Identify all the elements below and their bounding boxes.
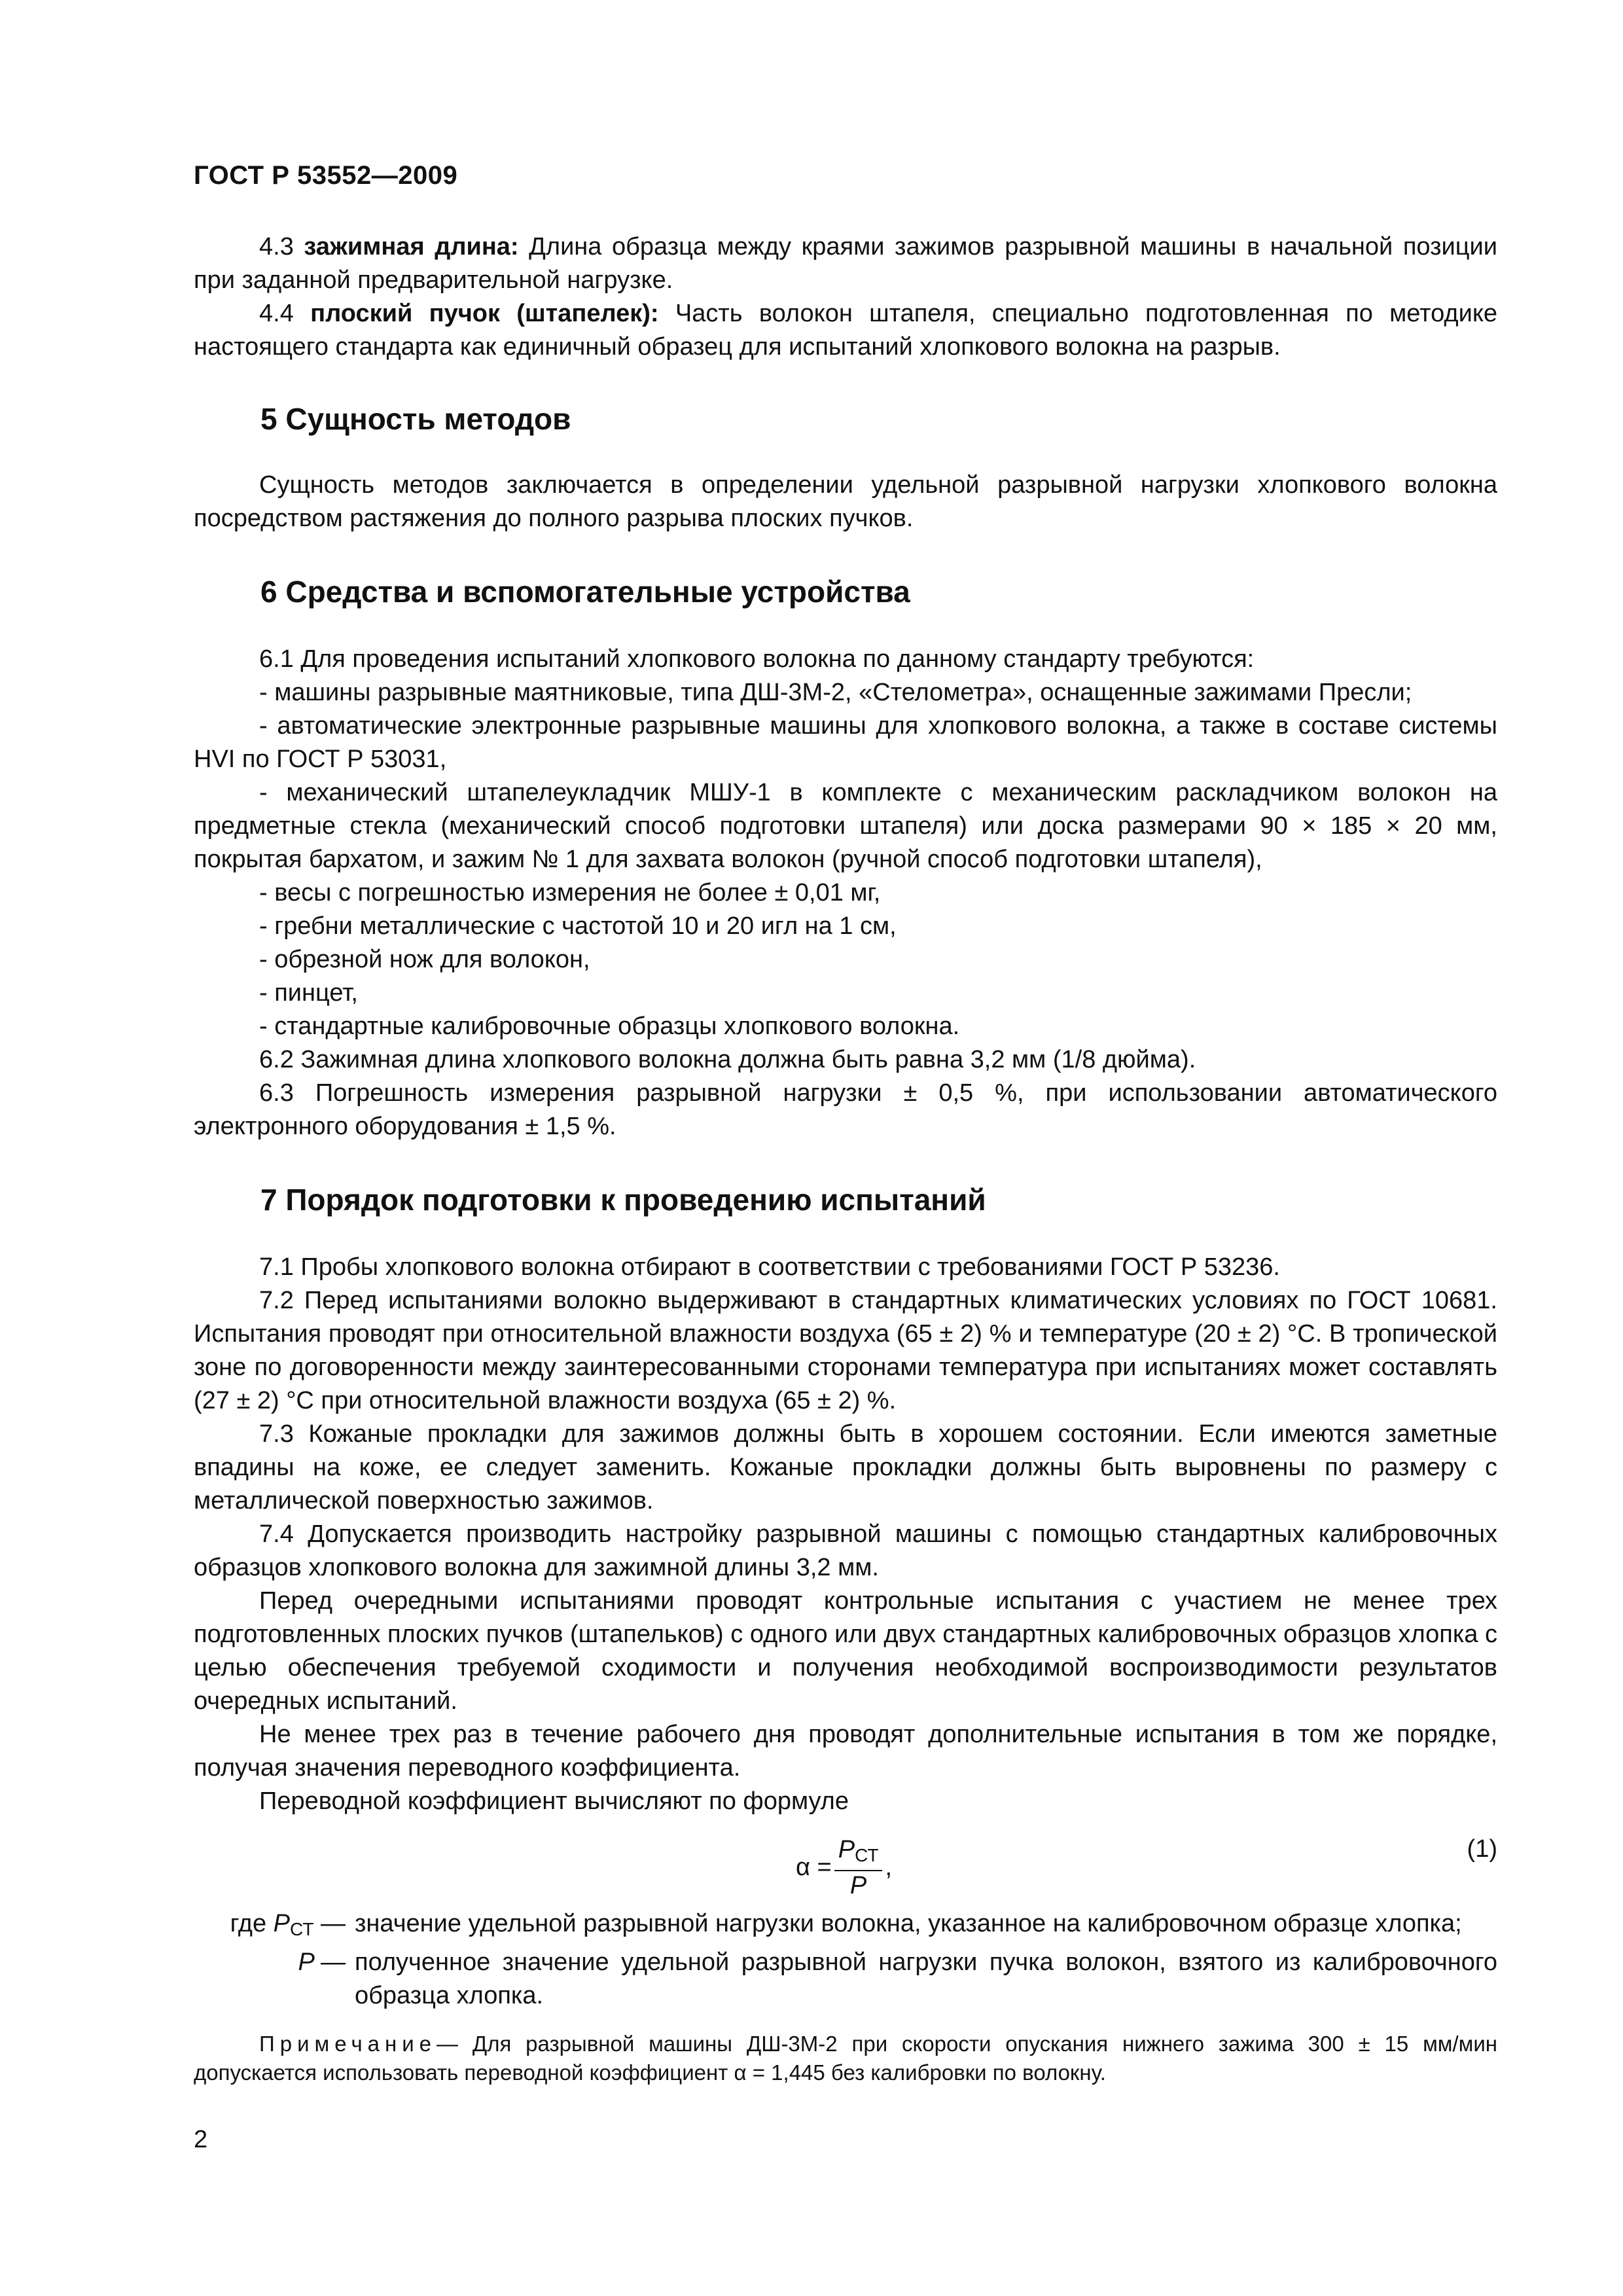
term: плоский пучок (штапелек): [310, 300, 659, 327]
definition: Часть волокон штапеля, специально подготовленная по методике настоящего стандарта как единичный образец для испытаний хлопкового волокна на разрыв. [194, 300, 1497, 361]
list-item: - гребни металлические с частотой 10 и 20 игл на 1 см, [259, 912, 897, 940]
legend-description: значение удельной разрывной нагрузки волокна, указанное на калибровочном образце хлопка; [355, 1910, 1462, 1937]
list-item: - обрезной нож для волокон, [259, 946, 590, 973]
fraction-numerator [834, 1835, 883, 1871]
clause-4-3 [194, 230, 1497, 297]
page-body [194, 230, 1497, 2087]
formula-legend [194, 1907, 1497, 2013]
section-5-text: Сущность методов заключается в определении удельной разрывной нагрузки хлопкового волокна посредством растяжения до полного разрыва плоских пучков. [194, 471, 1497, 532]
section-7-heading: 7 Порядок подготовки к проведению испытаний [260, 1183, 986, 1217]
numerator-subscript: СТ [855, 1845, 879, 1865]
section-6-heading: 6 Средства и вспомогательные устройства [260, 575, 910, 609]
clause-6-1: 6.1 Для проведения испытаний хлопкового волокна по данному стандарту требуются: [259, 645, 1255, 673]
legend-description: полученное значение удельной разрывной нагрузки пучка волокон, взятого из калибровочного образца хлопка. [355, 1948, 1497, 2009]
list-item: - механический штапелеукладчик МШУ-1 в комплекте с механическим раскладчиком волокон на предметные стекла (механический способ подготовки штапеля) или доска размерами 90 × 185 × 20 мм, покрытая бархатом, и зажим № 1 для захвата волокон (ручной способ подготовки штапеля), [194, 779, 1497, 873]
legend-row [194, 1946, 1497, 2013]
list-item: - пинцет, [259, 979, 358, 1007]
section-5-heading: 5 Сущность методов [260, 402, 571, 436]
fraction-denominator: P [849, 1872, 867, 1899]
clause-7-3: 7.3 Кожаные прокладки для зажимов должны быть в хорошем состоянии. Если имеются заметные впадины на коже, ее следует заменить. Кожаные прокладки должны быть выровнены по размеру с металлической поверхностью зажимов. [194, 1420, 1497, 1515]
legend-row [194, 1907, 1497, 1946]
paragraph: Не менее трех раз в течение рабочего дня проводят дополнительные испытания в том же порядке, получая значения переводного коэффициента. [194, 1721, 1497, 1782]
legend-subscript: СТ [290, 1919, 314, 1939]
list-item: - весы с погрешностью измерения не более ± 0,01 мг, [259, 879, 881, 906]
clause-7-2: 7.2 Перед испытаниями волокно выдерживают в стандартных климатических условиях по ГОСТ 10681. Испытания проводят при относительной влажности воздуха (65 ± 2) % и температуре (20 ± 2) °С. В тропической зоне по договоренности между заинтересованными сторонами температура при испытаниях может составлять (27 ± 2) °С при относительной влажности воздуха (65 ± 2) %. [194, 1287, 1497, 1414]
equation-number: (1) [1467, 1835, 1497, 1863]
clause-6-2: 6.2 Зажимная длина хлопкового волокна должна быть равна 3,2 мм (1/8 дюйма). [259, 1046, 1196, 1073]
formula-1 [194, 1820, 1497, 1905]
legend-symbol: P — [298, 1948, 346, 1976]
formula-lhs: α = [796, 1854, 832, 1881]
list-item: - машины разрывные маятниковые, типа ДШ-3М-2, «Стелометра», оснащенные зажимами Пресли; [259, 679, 1412, 706]
definition: Длина образца между краями зажимов разрывной машины в начальной позиции при заданной предварительной нагрузке. [194, 233, 1497, 294]
clause-number: 4.4 [259, 300, 294, 327]
numerator-symbol: P [838, 1836, 855, 1863]
term: зажимная длина: [304, 233, 519, 260]
legend-term [194, 1946, 346, 2013]
paragraph: Перед очередными испытаниями проводят контрольные испытания с участием не менее трех подготовленных плоских пучков (штапельков) с одного или двух стандартных калибровочных образцов хлопка с целью обеспечения требуемой сходимости и получения необходимой воспроизводимости результатов очередных испытаний. [194, 1587, 1497, 1715]
clause-number: 4.3 [259, 233, 294, 260]
note-text: — Для разрывной машины ДШ-3М-2 при скорости опускания нижнего зажима 300 ± 15 мм/мин допускается использовать переводной коэффициент α = 1,445 без калибровки по волокну. [194, 2032, 1497, 2085]
legend-dash: — [313, 1910, 346, 1937]
legend-prefix: где [230, 1910, 274, 1937]
formula-expression [796, 1835, 892, 1900]
document-header: ГОСТ Р 53552—2009 [194, 161, 458, 190]
note-label: Примечание [259, 2032, 437, 2056]
formula-comma: , [885, 1854, 893, 1881]
legend-symbol: P [273, 1910, 291, 1937]
list-item: - автоматические электронные разрывные машины для хлопкового волокна, а также в составе системы HVI по ГОСТ Р 53031, [194, 712, 1497, 773]
legend-term [194, 1907, 346, 1946]
clause-4-4 [194, 297, 1497, 364]
fraction [834, 1835, 883, 1900]
clause-7-1: 7.1 Пробы хлопкового волокна отбирают в соответствии с требованиями ГОСТ Р 53236. [259, 1253, 1280, 1281]
list-item: - стандартные калибровочные образцы хлопкового волокна. [259, 1013, 960, 1040]
page-number: 2 [194, 2126, 208, 2153]
note [194, 2030, 1497, 2087]
paragraph: Переводной коэффициент вычисляют по формуле [259, 1787, 849, 1815]
clause-7-4: 7.4 Допускается производить настройку разрывной машины с помощью стандартных калибровочных образцов хлопкового волокна для зажимной длины 3,2 мм. [194, 1520, 1497, 1581]
clause-6-3: 6.3 Погрешность измерения разрывной нагрузки ± 0,5 %, при использовании автоматического электронного оборудования ± 1,5 %. [194, 1079, 1497, 1140]
